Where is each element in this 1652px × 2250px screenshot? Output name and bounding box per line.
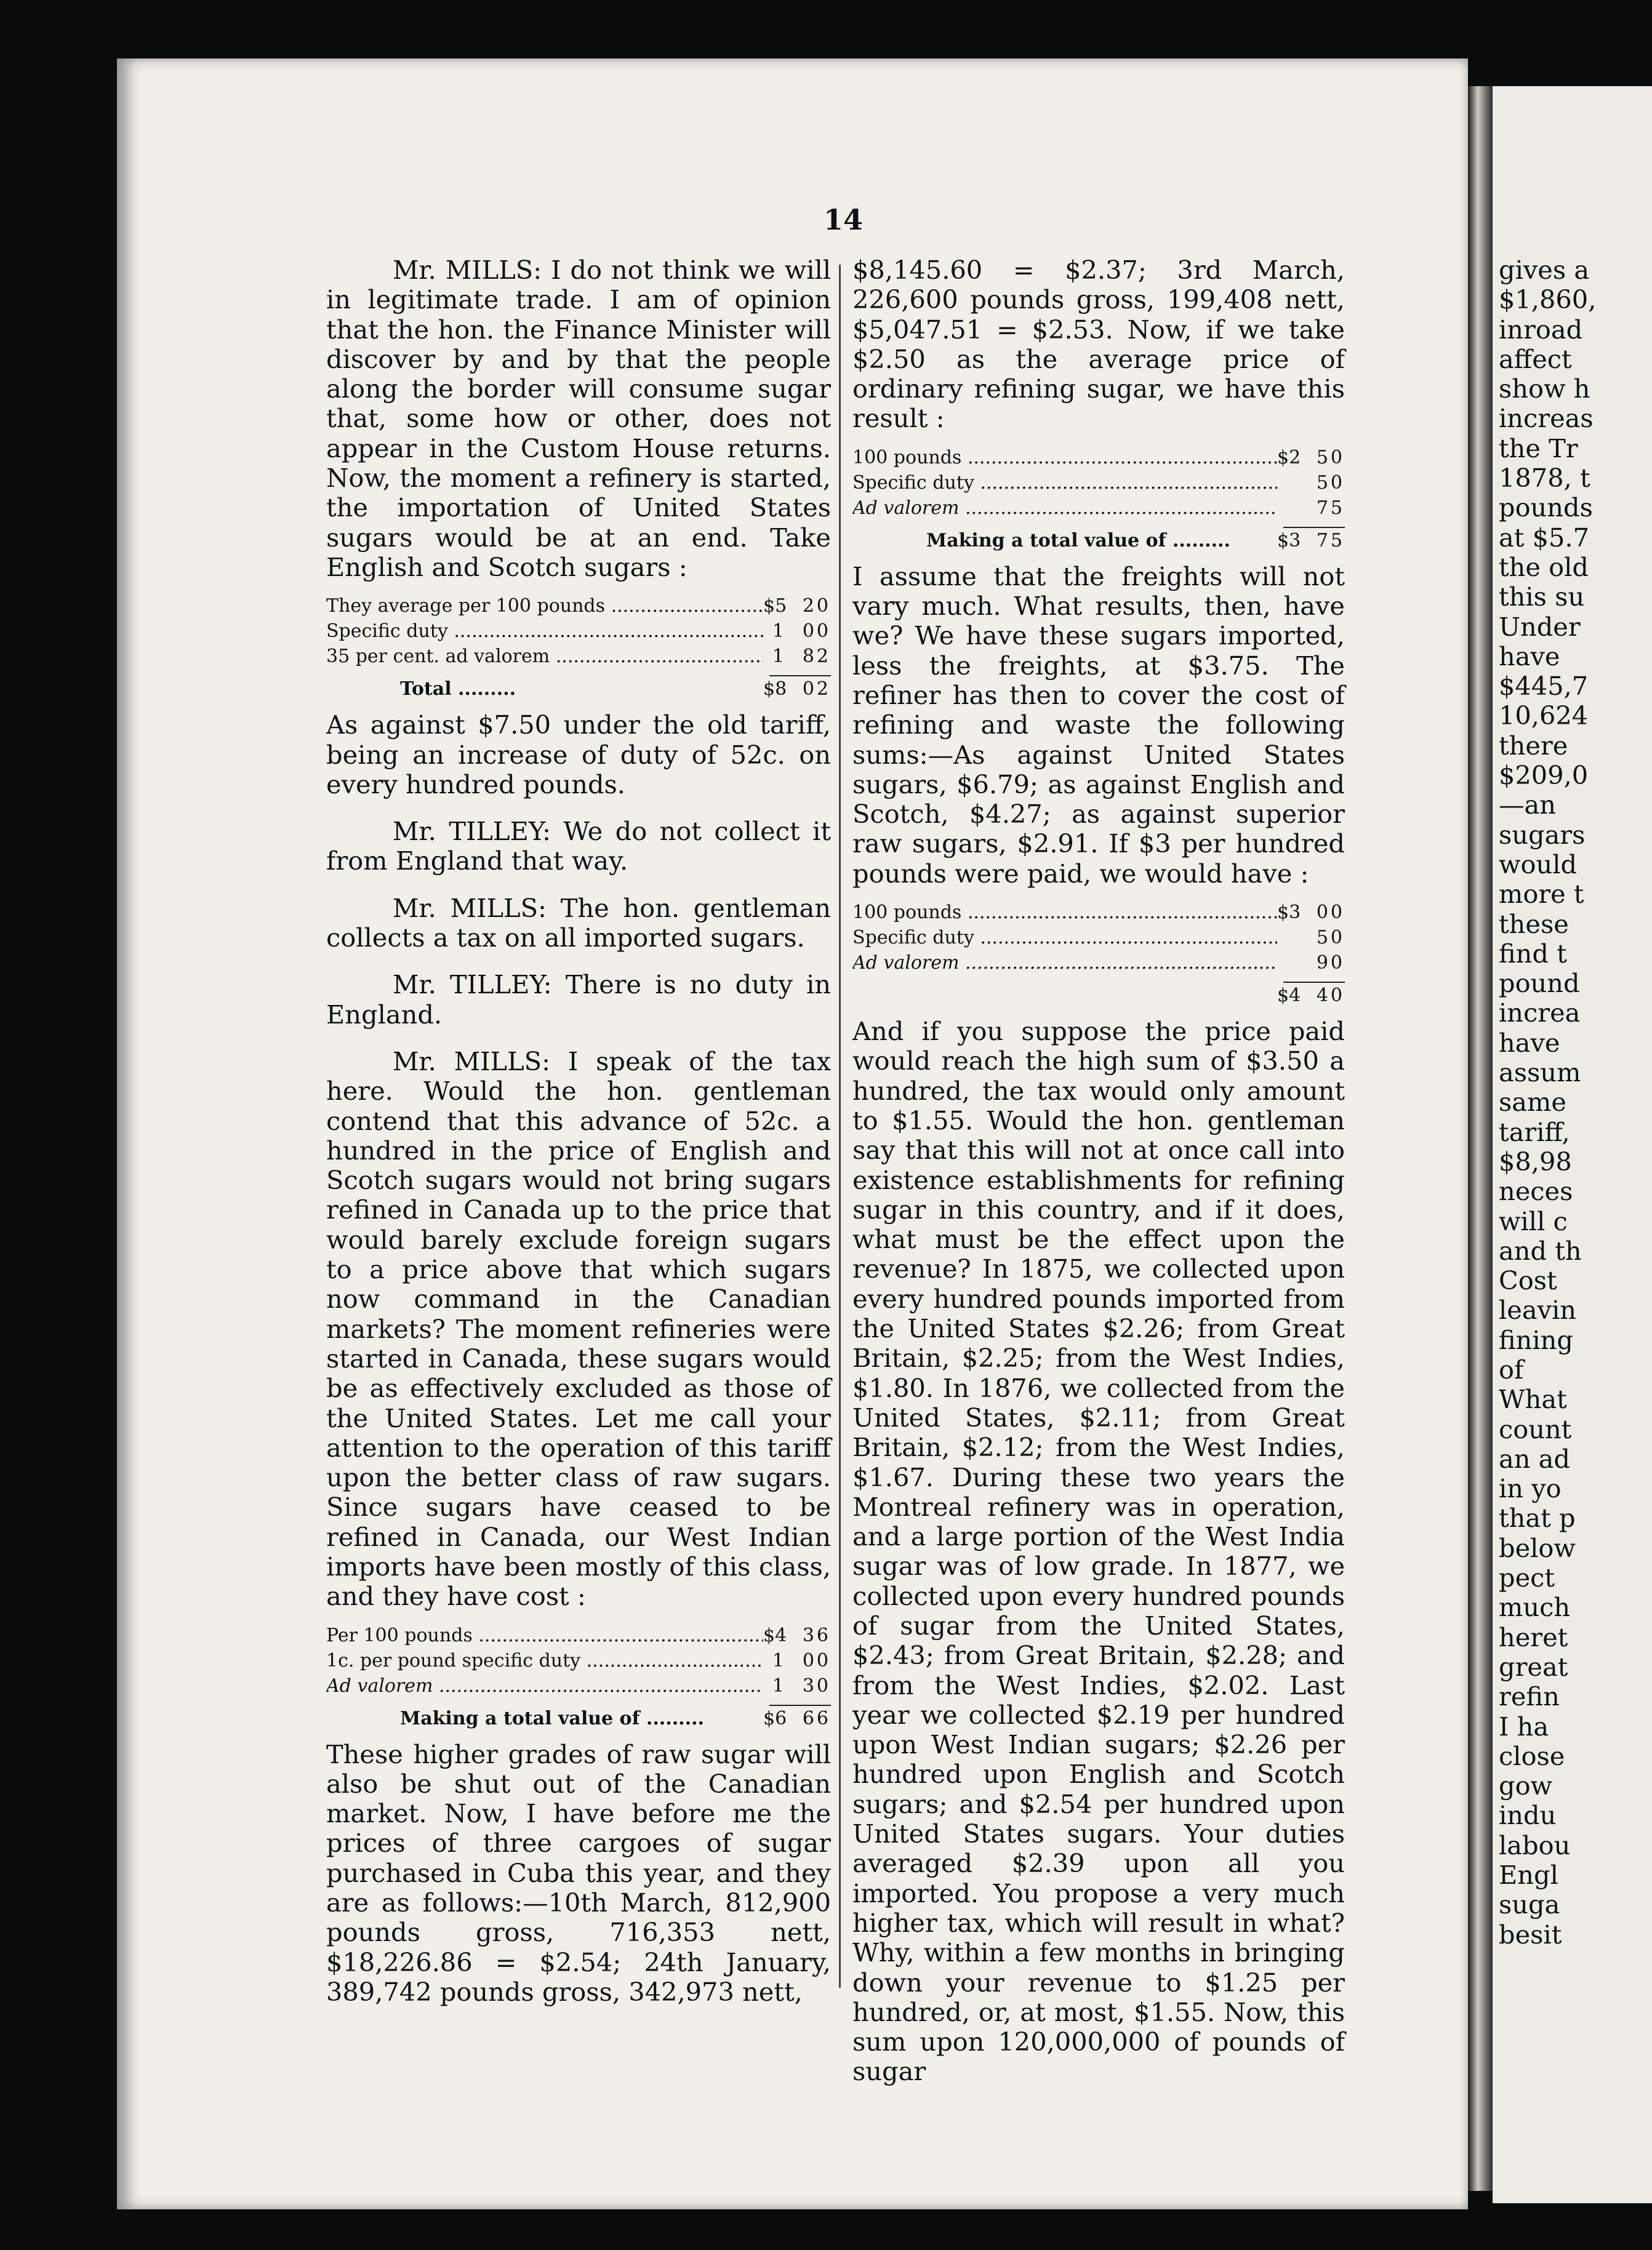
text-line-fragment: sugars [1499, 819, 1586, 850]
row-cents: 30 [802, 1675, 831, 1697]
paragraph: And if you suppose the price paid would reach the high sum of $3.50 a hundred, the tax would only amount to $1.55. Would the hon. gentleman say that this will not at once call into existence establishments for refining sugar in this country, and if it does, what must be the effect upon the revenue? In 1875, we collected upon every hundred pounds imported from the United States $2.26; from Great Britain, $2.25; from the West Indies, $1.80. In 1876, we collected from the United States, $2.11; from Great Britain, $2.12; from the West Indies, $1.67. During these two years the Montreal refinery was in operation, and a large portion of the West India sugar was of low grade. In 1877, we collected upon every hundred pounds of sugar from the United States, $2.43; from Great Britain, $2.28; and from the West Indies, $2.02. Last year we collected $2.19 per hundred upon West Indian sugars; $2.26 per hundred upon English and Scotch sugars; and $2.54 per hundred upon United States sugars. Your duties averaged $2.39 upon all you imported. You propose a very much higher tax, which will result in what? Why, within a few months in bringing down your revenue to $1.25 per hundred, or, at most, $1.55. Now, this sum upon 120,000,000 of pounds of sugar [852, 1016, 1345, 2087]
row-dollars [1277, 925, 1302, 950]
text-line-fragment: the Tr [1499, 433, 1578, 463]
text-line-fragment: at $5.7 [1499, 522, 1590, 553]
text-line-fragment: close [1499, 1740, 1565, 1771]
text-line-fragment: $445,7 [1499, 671, 1589, 702]
total-row [852, 983, 1345, 1008]
total-cents: 02 [802, 678, 831, 700]
table-row [852, 470, 1345, 495]
right-column [1499, 255, 1652, 1950]
text-line-fragment: same [1499, 1087, 1566, 1118]
table-row [326, 644, 831, 669]
text-line-fragment: fining [1499, 1324, 1573, 1355]
row-cents: 00 [802, 620, 831, 643]
row-label: Per 100 pounds ..... [326, 1623, 763, 1648]
paragraph: $8,145.60 = $2.37; 3rd March, 226,600 pounds gross, 199,408 nett, $5,047.51 = $2.53. Now, if we take $2.50 as the average price of ordinary refining sugar, we have this result : [852, 255, 1345, 434]
text-line-fragment: there [1499, 730, 1568, 761]
table-row [326, 1623, 831, 1648]
text-line-fragment: assum [1499, 1057, 1581, 1088]
row-cents: 50 [1316, 927, 1345, 949]
text-line-fragment: these [1499, 908, 1569, 939]
cost-table [852, 445, 1345, 553]
text-line-fragment: leavin [1499, 1295, 1577, 1326]
row-dollars: $5 [763, 595, 787, 617]
middle-column [852, 255, 1345, 2087]
total-label: Total ......... [400, 678, 516, 700]
row-cents: 75 [1316, 497, 1345, 519]
text-line-fragment: 1878, t [1499, 463, 1590, 494]
row-label: Specific duty ..... [326, 619, 763, 644]
row-dollars: 1 [772, 646, 784, 668]
row-dollars [1277, 495, 1302, 521]
row-dollars [1277, 470, 1302, 495]
table-row [852, 925, 1345, 950]
row-label: Specific duty ..... [852, 925, 1277, 950]
cost-table [852, 900, 1345, 1008]
text-line-fragment: show h [1499, 374, 1590, 404]
text-line-fragment: the old [1499, 551, 1589, 582]
row-cents: 20 [802, 595, 831, 617]
row-cents: 50 [1316, 471, 1345, 494]
paragraph: As against $7.50 under the old tariff, being an increase of duty of 52c. on every hundred pounds. [326, 710, 831, 799]
text-line-fragment: below [1499, 1532, 1576, 1563]
text-line-fragment: increa [1499, 998, 1581, 1028]
total-row [852, 528, 1345, 553]
text-line-fragment: and th [1499, 1235, 1582, 1266]
total-cents: 66 [802, 1707, 831, 1729]
text-line-fragment: $1,860, [1499, 284, 1597, 315]
text-line-fragment: suga [1499, 1889, 1560, 1920]
row-cents: 36 [802, 1624, 831, 1646]
text-line-fragment: much [1499, 1592, 1571, 1623]
table-row [326, 1648, 831, 1673]
paragraph: These higher grades of raw sugar will also be shut out of the Canadian market. Now, I have before me the prices of three cargoes of sugar purchased in Cuba this year, and they are as follows:—10th March, 812,900 pounds gross, 716,353 nett, $18,226.86 = $2.54; 24th January, 389,742 pounds gross, 342,973 nett, [326, 1739, 831, 2007]
row-cents: 82 [802, 646, 831, 668]
text-line-fragment: labou [1499, 1830, 1571, 1860]
text-line-fragment: pect [1499, 1563, 1555, 1593]
table-row [852, 445, 1345, 470]
text-line-fragment: —an [1499, 790, 1556, 820]
table-row [852, 950, 1345, 975]
text-line-fragment: have [1499, 641, 1560, 671]
left-column [326, 255, 831, 2007]
paragraph: Mr. MILLS: The hon. gentleman collects a tax on all imported sugars. [326, 892, 831, 953]
row-dollars: 1 [772, 1675, 784, 1697]
next-page-fragment [1493, 86, 1652, 2203]
row-dollars: 1 [772, 620, 784, 643]
text-line-fragment: pound [1499, 968, 1580, 999]
row-label: 1c. per pound specific duty ..... [326, 1648, 763, 1673]
text-line-fragment: an ad [1499, 1443, 1570, 1474]
page-number: 14 [823, 203, 863, 236]
text-line-fragment: in yo [1499, 1473, 1562, 1504]
text-line-fragment: 10,624 [1499, 700, 1589, 731]
total-label: Making a total value of ......... [926, 529, 1230, 551]
text-line-fragment: increas [1499, 403, 1594, 434]
text-line-fragment: of [1499, 1354, 1524, 1385]
row-label: 35 per cent. ad valorem ..... [326, 644, 763, 669]
row-dollars: $2 [1277, 446, 1301, 468]
row-label: Ad valorem ..... [326, 1673, 763, 1699]
text-line-fragment: this su [1499, 582, 1585, 612]
row-dollars [1277, 950, 1302, 975]
text-line-fragment: that p [1499, 1503, 1576, 1534]
total-dollars: $6 [763, 1707, 787, 1729]
total-label: Making a total value of ......... [400, 1707, 704, 1729]
row-label: They average per 100 pounds ..... [326, 593, 763, 619]
text-line-fragment: heret [1499, 1622, 1568, 1652]
table-row [326, 619, 831, 644]
text-line-fragment: What [1499, 1384, 1567, 1415]
paragraph: Mr. MILLS: I do not think we will in legitimate trade. I am of opinion that the hon. the Finance Minister will discover by and by that the people along the border will consume sugar that, some how or other, does not appear in the Custom House returns. Now, the moment a refinery is started, the importation of United States sugars would be at an end. Take English and Scotch sugars : [326, 255, 831, 582]
paragraph: Mr. TILLEY: There is no duty in England. [326, 969, 831, 1030]
row-cents: 00 [802, 1649, 831, 1671]
text-line-fragment: refin [1499, 1681, 1560, 1712]
text-line-fragment: besit [1499, 1919, 1562, 1950]
text-line-fragment: have [1499, 1027, 1560, 1058]
text-line-fragment: affect [1499, 343, 1572, 374]
text-line-fragment: Under [1499, 611, 1581, 642]
row-label: 100 pounds ..... [852, 900, 1277, 925]
total-dollars: $4 [1277, 985, 1301, 1007]
total-row [326, 1706, 831, 1731]
text-line-fragment: will c [1499, 1206, 1568, 1236]
row-cents: 90 [1316, 952, 1345, 974]
total-dollars: $3 [1277, 529, 1301, 551]
table-row [852, 900, 1345, 925]
text-line-fragment: indu [1499, 1800, 1557, 1831]
column-divider [839, 265, 841, 1988]
text-line-fragment: great [1499, 1651, 1568, 1682]
page-gutter [1468, 86, 1493, 2191]
row-dollars: $3 [1277, 902, 1301, 924]
row-label: Specific duty ..... [852, 470, 1277, 495]
paragraph: Mr. MILLS: I speak of the tax here. Would the hon. gentleman contend that this advance of 52c. a hundred in the price of English and Scotch sugars would not bring sugars refined in Canada up to the price that would barely exclude foreign sugars to a price above that which sugars now command in the Canadian markets? The moment refineries were started in Canada, these sugars would be as effectively excluded as those of the United States. Let me call your attention to the operation of this tariff upon the better class of raw sugars. Since sugars have ceased to be refined in Canada, our West Indian imports have been mostly of this class, and they have cost : [326, 1046, 831, 1612]
total-row [326, 676, 831, 702]
total-label [852, 983, 1277, 1008]
text-line-fragment: would [1499, 849, 1578, 879]
row-label: 100 pounds ..... [852, 445, 1277, 470]
paragraph: Mr. TILLEY: We do not collect it from England that way. [326, 816, 831, 876]
total-cents: 75 [1316, 529, 1345, 551]
text-line-fragment: $8,98 [1499, 1146, 1572, 1177]
total-cents: 40 [1316, 985, 1345, 1007]
text-line-fragment: $209,0 [1499, 760, 1589, 791]
row-dollars: 1 [772, 1649, 784, 1671]
row-cents: 00 [1316, 902, 1345, 924]
text-line-fragment: I ha [1499, 1711, 1549, 1742]
text-line-fragment: more t [1499, 879, 1584, 910]
text-line-fragment: gow [1499, 1771, 1553, 1801]
row-label: Ad valorem ..... [852, 950, 1277, 975]
total-dollars: $8 [763, 678, 787, 700]
text-line-fragment: inroad [1499, 314, 1583, 345]
cost-table [326, 1623, 831, 1731]
row-cents: 50 [1316, 446, 1345, 468]
row-dollars: $4 [763, 1624, 787, 1646]
row-label: Ad valorem ..... [852, 495, 1277, 521]
text-line-fragment: pounds [1499, 492, 1593, 523]
table-row [852, 495, 1345, 521]
text-line-fragment: Engl [1499, 1860, 1558, 1891]
text-line-fragment: find t [1499, 938, 1567, 969]
table-row [326, 593, 831, 619]
cost-table [326, 593, 831, 702]
paragraph: I assume that the freights will not vary much. What results, then, have we? We have these sugars imported, less the freights, at $3.75. The refiner has then to cover the cost of refining and waste the following sums:—As against United States sugars, $6.79; as against English and Scotch, $4.27; as against superior raw sugars, $2.91. If $3 per hundred pounds were paid, we would have : [852, 561, 1345, 889]
text-line-fragment: Cost [1499, 1265, 1557, 1296]
text-line-fragment: neces [1499, 1176, 1573, 1207]
text-line-fragment: gives a [1499, 255, 1590, 285]
table-row [326, 1673, 831, 1699]
text-line-fragment: count [1499, 1414, 1572, 1444]
text-line-fragment: tariff, [1499, 1116, 1570, 1147]
